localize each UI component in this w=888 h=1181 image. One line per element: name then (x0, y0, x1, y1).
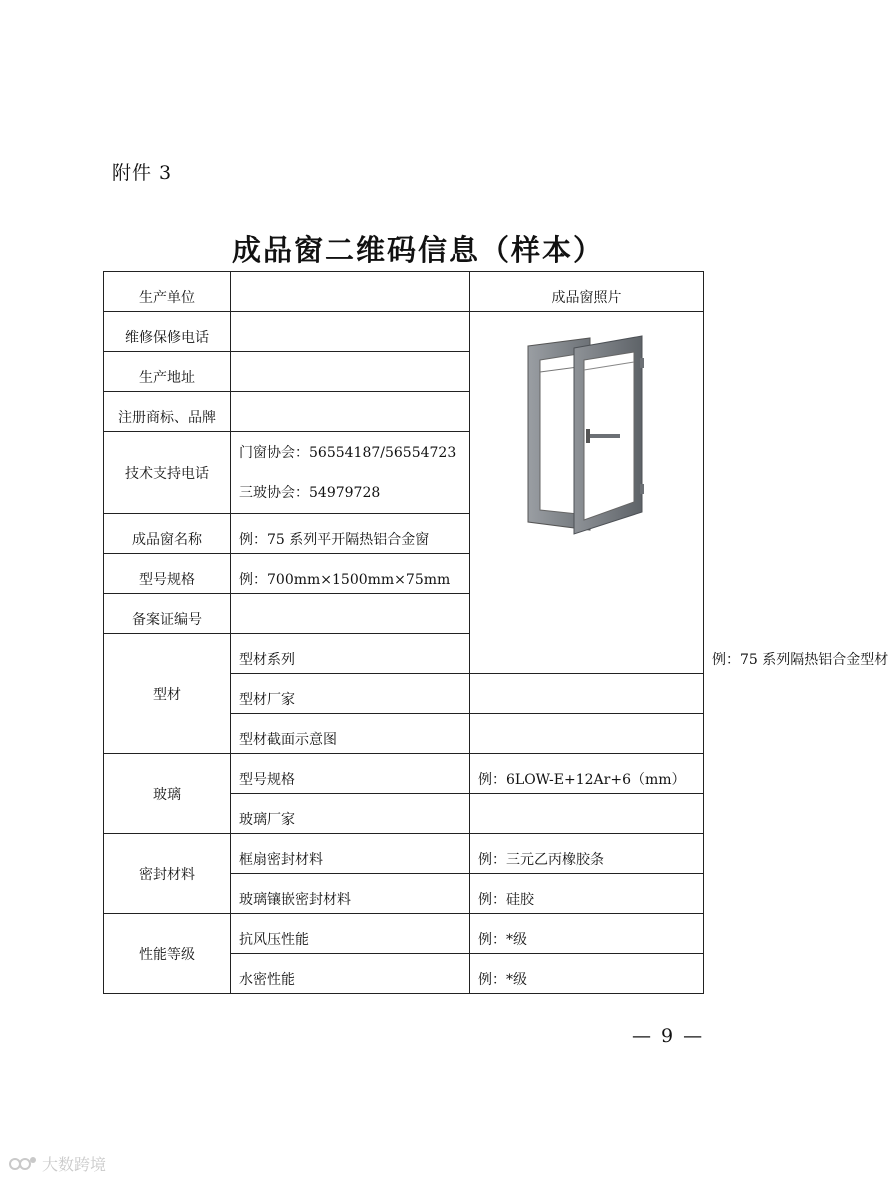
performance-group-label: 性能等级 (104, 914, 231, 994)
watermark (8, 1152, 106, 1175)
performance-item-value: 例：*级 (470, 954, 704, 994)
table-row: 型材 型材系列 例：75 系列隔热铝合金型材 (104, 634, 704, 674)
table-row (104, 312, 704, 352)
seal-item-name: 框扇密封材料 (231, 834, 470, 874)
seal-item-value: 例：三元乙丙橡胶条 (470, 834, 704, 874)
performance-item-name: 水密性能 (231, 954, 470, 994)
tech-phone-line2: 三玻协会：54979728 (239, 484, 381, 501)
glass-group-label: 玻璃 (104, 754, 231, 834)
seal-item-name: 玻璃镶嵌密封材料 (231, 874, 470, 914)
glass-item-value (470, 794, 704, 834)
document-title: 成品窗二维码信息（样本） (231, 233, 604, 267)
page-number: — 9 — (632, 1025, 705, 1047)
tech-phone-value (231, 432, 470, 514)
table-row (104, 914, 704, 954)
seal-group-label: 密封材料 (104, 834, 231, 914)
performance-item-value: 例：*级 (470, 914, 704, 954)
tech-phone-line1: 门窗协会：56554187/56554723 (239, 444, 457, 461)
performance-item-name: 抗风压性能 (231, 914, 470, 954)
producer-label: 生产单位 (104, 272, 231, 312)
record-no-value (231, 594, 470, 634)
record-no-label: 备案证编号 (104, 594, 231, 634)
window-name-label: 成品窗名称 (104, 514, 231, 554)
watermark-logo-icon (8, 1154, 38, 1174)
window-name-value: 例：75 系列平开隔热铝合金窗 (231, 514, 470, 554)
profile-item-value (470, 714, 704, 754)
profile-item-name: 型材厂家 (231, 674, 470, 714)
brand-value (231, 392, 470, 432)
window-photo (522, 334, 652, 534)
profile-item-name: 型材截面示意图 (231, 714, 470, 754)
glass-item-value: 例：6LOW-E+12Ar+6（mm） (470, 754, 704, 794)
table-row (104, 834, 704, 874)
repair-phone-label: 维修保修电话 (104, 312, 231, 352)
repair-phone-value (231, 312, 470, 352)
brand-label: 注册商标、品牌 (104, 392, 231, 432)
photo-header: 成品窗照片 (470, 272, 704, 312)
seal-item-value: 例：硅胶 (470, 874, 704, 914)
profile-group-label: 型材 (104, 634, 231, 754)
glass-item-name: 玻璃厂家 (231, 794, 470, 834)
producer-value (231, 272, 470, 312)
window-photo-cell (470, 312, 704, 674)
table-row (104, 272, 704, 312)
glass-item-name: 型号规格 (231, 754, 470, 794)
info-table (103, 271, 888, 994)
table-row (104, 754, 704, 794)
address-label: 生产地址 (104, 352, 231, 392)
watermark-text: 大数跨境 (42, 1155, 107, 1174)
profile-item-name: 型材系列 (231, 634, 470, 674)
model-spec-value: 例：700mm×1500mm×75mm (231, 554, 470, 594)
model-spec-label: 型号规格 (104, 554, 231, 594)
profile-item-value (470, 674, 704, 714)
address-value (231, 352, 470, 392)
attachment-label: 附件 3 (112, 162, 173, 184)
tech-phone-label: 技术支持电话 (104, 432, 231, 514)
